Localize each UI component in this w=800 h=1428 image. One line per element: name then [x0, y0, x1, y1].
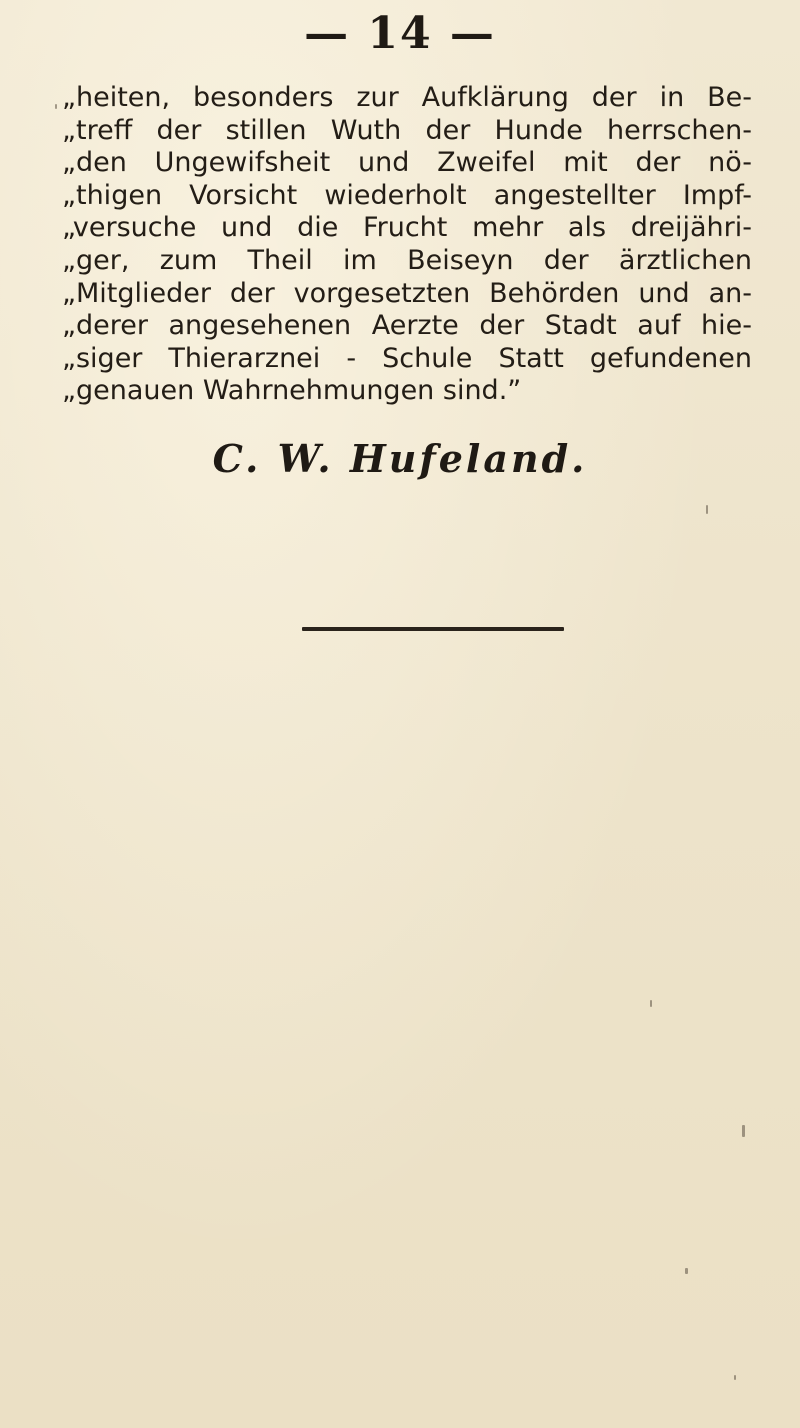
paper-speck [650, 1000, 652, 1007]
section-divider [302, 627, 564, 631]
text-line-2: „treff der stillen Wuth der Hunde herrschen- [62, 114, 752, 146]
quoted-paragraph [62, 82, 752, 408]
paper-speck [55, 104, 57, 109]
page-number: — 14 — [304, 8, 496, 59]
text-line-9: „siger Thierarznei - Schule Statt gefundenen [62, 342, 752, 374]
paper-speck [685, 1268, 688, 1274]
text-line-5: „versuche und die Frucht mehr als dreijähri- [62, 212, 752, 244]
paper-speck [734, 1375, 736, 1380]
paper-speck [706, 505, 708, 514]
text-line-1: „heiten, besonders zur Aufklärung der in Be- [62, 82, 752, 113]
text-line-6: „ger, zum Theil im Beiseyn der ärztlichen [62, 244, 752, 276]
text-line-8: „derer angesehenen Aerzte der Stadt auf hie- [62, 310, 752, 342]
text-line-3: „den Ungewifsheit und Zweifel mit der nö- [62, 147, 752, 179]
text-line-7: „Mitglieder der vorgesetzten Behörden und an- [62, 277, 752, 309]
author-signature: C. W. Hufeland. [212, 436, 588, 481]
text-line-4: „thigen Vorsicht wiederholt angestellter Impf- [62, 179, 752, 211]
text-line-10: „genauen Wahrnehmungen sind.” [62, 375, 522, 407]
paper-speck [742, 1125, 745, 1137]
